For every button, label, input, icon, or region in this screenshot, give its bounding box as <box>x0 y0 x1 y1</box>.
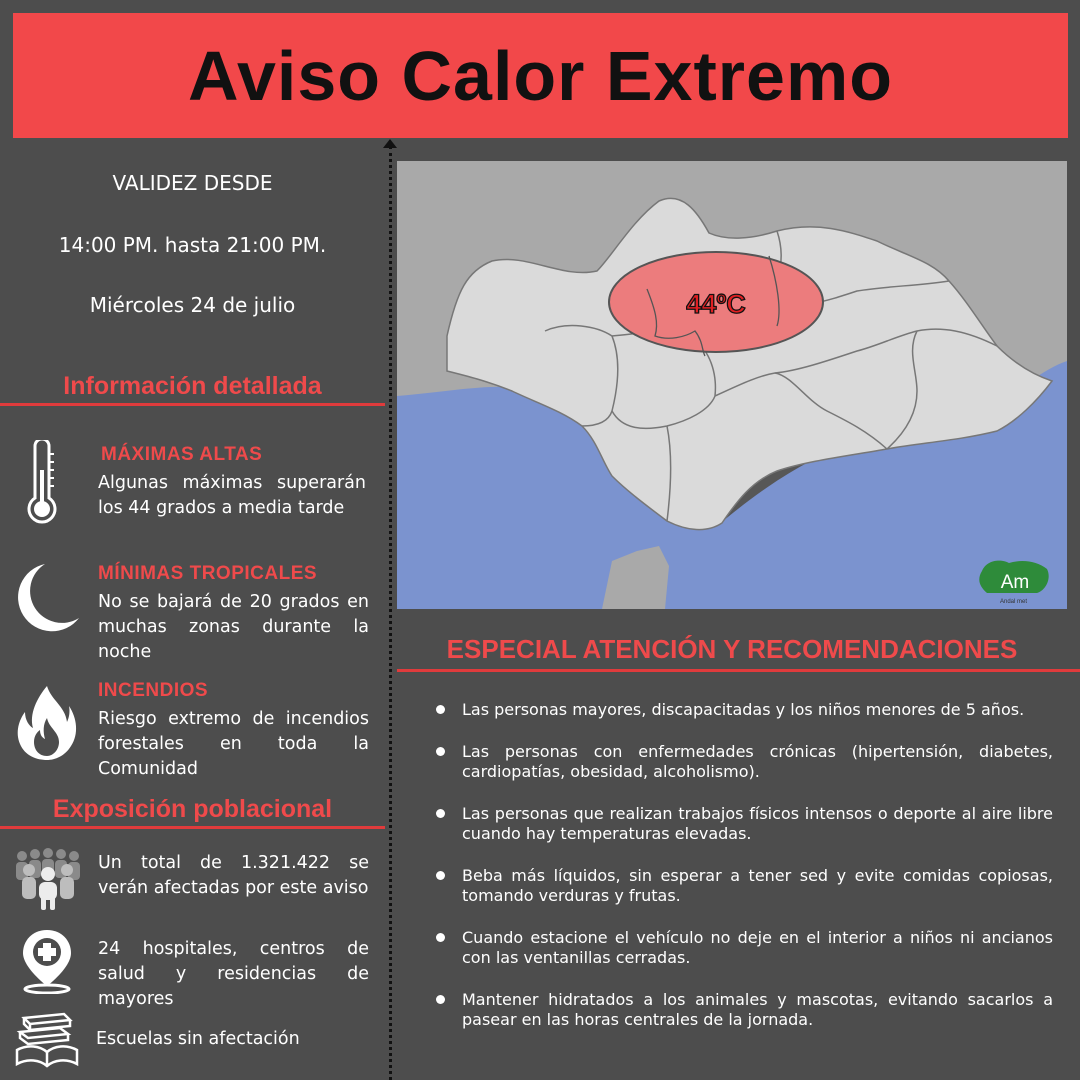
recommendation-text: Cuando estacione el vehículo no deje en el interior a niños ni ancianos con las ventanillas cerradas. <box>462 928 1053 967</box>
recommendation-text: Mantener hidratados a los animales y mascotas, evitando sacarlos a pasear en las horas centrales de la jornada. <box>462 990 1053 1029</box>
bullet-icon <box>436 995 445 1004</box>
list-item <box>436 990 1053 1030</box>
recommendation-text: Las personas mayores, discapacitadas y los niños menores de 5 años. <box>462 700 1025 719</box>
validity-hours: 14:00 PM. hasta 21:00 PM. <box>58 233 327 257</box>
bullet-icon <box>436 809 445 818</box>
exposure-section-title: Exposición poblacional <box>52 795 333 823</box>
recommendation-text: Beba más líquidos, sin esperar a tener sed y evite comidas copiosas, tomando verduras y frutas. <box>462 866 1053 905</box>
list-item <box>436 928 1053 968</box>
validity-label: VALIDEZ DESDE <box>112 171 273 195</box>
logo-text: Am <box>1000 572 1030 593</box>
moon-icon <box>15 562 81 634</box>
validity-date: Miércoles 24 de julio <box>89 293 296 317</box>
schools-text: Escuelas sin afectación <box>96 1029 300 1049</box>
health-centers-text: 24 hospitales, centros de salud y residencias de mayores <box>98 939 369 1009</box>
recommendations-rule <box>397 669 1080 672</box>
hospital-pin-icon <box>18 928 76 994</box>
fire-icon <box>15 684 79 760</box>
books-icon <box>14 1010 80 1068</box>
max-temps-text: Algunas máximas superarán los 44 grados a media tarde <box>98 473 366 518</box>
exposure-section-rule <box>0 826 385 829</box>
list-item <box>436 804 1053 844</box>
detail-section-rule <box>0 403 385 406</box>
fires-text: Riesgo extremo de incendios forestales en toda la Comunidad <box>98 709 369 779</box>
bullet-icon <box>436 871 445 880</box>
bullet-icon <box>436 933 445 942</box>
bullet-icon <box>436 705 445 714</box>
detail-section-title: Información detallada <box>63 372 322 400</box>
recommendations-title: ESPECIAL ATENCIÓN Y RECOMENDACIONES <box>446 634 1018 664</box>
logo-subtext: Andal met <box>1000 599 1028 605</box>
andalusia-map <box>397 161 1067 609</box>
page-title: Aviso Calor Extremo <box>188 36 893 115</box>
max-temps-title: MÁXIMAS ALTAS <box>101 444 263 465</box>
map-temperature-label: 44ºC <box>686 289 746 319</box>
people-group-icon <box>13 848 83 912</box>
recommendations-list <box>436 700 1053 1052</box>
min-temps-title: MÍNIMAS TROPICALES <box>98 563 318 584</box>
recommendation-text: Las personas que realizan trabajos físicos intensos o deporte al aire libre cuando hay temperaturas elevadas. <box>462 804 1053 843</box>
header-banner <box>13 13 1068 138</box>
list-item <box>436 700 1053 720</box>
recommendation-text: Las personas con enfermedades crónicas (hipertensión, diabetes, cardiopatías, obesidad, alcoholismo). <box>462 742 1053 781</box>
list-item <box>436 866 1053 906</box>
min-temps-text: No se bajará de 20 grados en muchas zonas durante la noche <box>98 592 369 662</box>
column-divider <box>389 146 392 1080</box>
list-item <box>436 742 1053 782</box>
fires-title: INCENDIOS <box>98 680 209 701</box>
thermometer-icon <box>25 440 59 526</box>
bullet-icon <box>436 747 445 756</box>
affected-population-text: Un total de 1.321.422 se verán afectadas por este aviso <box>98 853 369 898</box>
